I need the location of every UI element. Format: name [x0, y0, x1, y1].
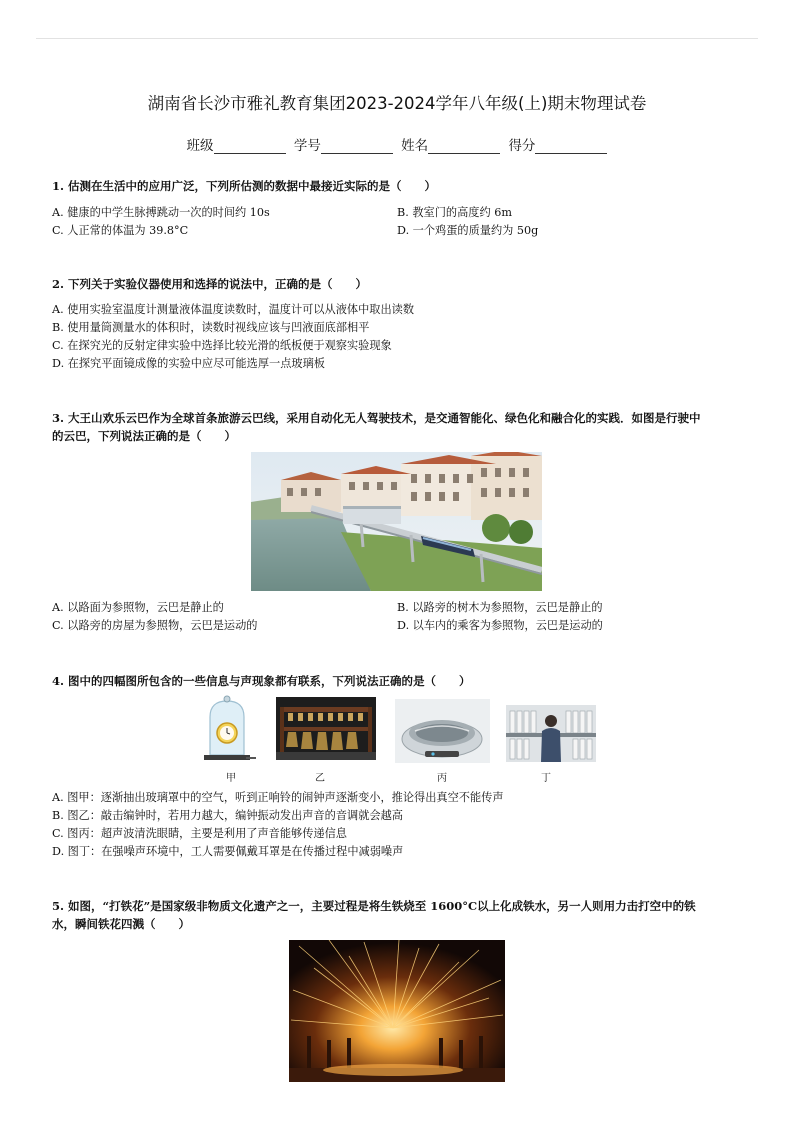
question-4-option-c[interactable]: C. 图丙：超声波清洗眼睛，主要是利用了声音能够传递信息 [52, 827, 347, 840]
question-4-option-d[interactable]: D. 图丁：在强噪声环境中，工人需要佩戴耳罩是在传播过程中减弱噪声 [52, 845, 404, 858]
question-5-stem-line-2: 水，瞬间铁花四溅（ ） [52, 917, 190, 931]
caption-ding: 丁 [541, 773, 551, 784]
question-3-option-a[interactable]: A. 以路面为参照物，云巴是静止的 [52, 601, 224, 614]
question-4-option-b[interactable]: B. 图乙：敲击编钟时，若用力越大，编钟振动发出声音的音调就会越高 [52, 809, 403, 822]
question-5-stem-line-1: 5. 如图，“打铁花”是国家级非物质文化遗产之一，主要过程是将生铁烧至 1600°C以上化成铁水，另一人则用力击打空中的铁 [52, 899, 696, 913]
question-2-option-b[interactable]: B. 使用量筒测量水的体积时，读数时视线应该与凹液面底部相平 [52, 321, 370, 334]
class-blank[interactable] [214, 141, 286, 154]
iron-flower-photo [289, 940, 505, 1082]
question-2-option-d[interactable]: D. 在探究平面镜成像的实验中应尽可能选厚一点玻璃板 [52, 357, 325, 370]
question-3-option-c[interactable]: C. 以路旁的房屋为参照物，云巴是运动的 [52, 619, 258, 632]
name-label: 姓名 [401, 138, 429, 154]
question-2-option-c[interactable]: C. 在探究光的反射定律实验中选择比较光滑的纸板便于观察实验现象 [52, 339, 392, 352]
student-id-label: 学号 [293, 138, 321, 154]
header-rule [36, 38, 758, 39]
question-4-stem: 4. 图中的四幅图所包含的一些信息与声现象都有联系，下列说法正确的是（ ） [52, 674, 471, 688]
caption-yi: 乙 [315, 773, 325, 784]
question-3-stem-line-2: 的云巴，下列说法正确的是（ ） [52, 429, 236, 443]
question-1-option-a[interactable]: A. 健康的中学生脉搏跳动一次的时间约 10s [52, 206, 270, 219]
figure-ding-factory-worker [506, 705, 596, 762]
question-4-option-a[interactable]: A. 图甲：逐渐抽出玻璃罩中的空气，听到正响铃的闹钟声逐渐变小，推论得出真空不能传声 [52, 791, 504, 804]
figure-yi-chime-bells [276, 697, 376, 760]
question-3-option-d[interactable]: D. 以车内的乘客为参照物，云巴是运动的 [397, 619, 603, 632]
class-label: 班级 [186, 138, 214, 154]
student-info-line [0, 134, 794, 154]
figure-bing-ultrasonic-cleaner [395, 699, 490, 763]
question-1-option-c[interactable]: C. 人正常的体温为 39.8°C [52, 224, 189, 237]
student-id-blank[interactable] [321, 141, 393, 154]
question-3-option-b[interactable]: B. 以路旁的树木为参照物，云巴是静止的 [397, 601, 603, 614]
question-1-stem: 1. 估测在生活中的应用广泛，下列所估测的数据中最接近实际的是（ ） [52, 179, 437, 193]
page-title: 湖南省长沙市雅礼教育集团2023-2024学年八年级(上)期末物理试卷 [147, 94, 647, 113]
name-blank[interactable] [428, 141, 500, 154]
question-1-option-b[interactable]: B. 教室门的高度约 6m [397, 206, 512, 219]
cloud-rail-photo [251, 452, 542, 591]
score-blank[interactable] [535, 141, 607, 154]
caption-bing: 丙 [437, 773, 447, 784]
caption-jia: 甲 [226, 773, 236, 784]
question-2-option-a[interactable]: A. 使用实验室温度计测量液体温度读数时，温度计可以从液体中取出读数 [52, 303, 415, 316]
figure-jia-bell-jar [198, 695, 256, 765]
score-label: 得分 [508, 138, 536, 154]
question-2-stem: 2. 下列关于实验仪器使用和选择的说法中，正确的是（ ） [52, 277, 368, 291]
question-1-option-d[interactable]: D. 一个鸡蛋的质量约为 50g [397, 224, 539, 237]
question-3-stem-line-1: 3. 大王山欢乐云巴作为全球首条旅游云巴线，采用自动化无人驾驶技术，是交通智能化、绿色化和融合化的实践．如图是行驶中 [52, 411, 701, 425]
